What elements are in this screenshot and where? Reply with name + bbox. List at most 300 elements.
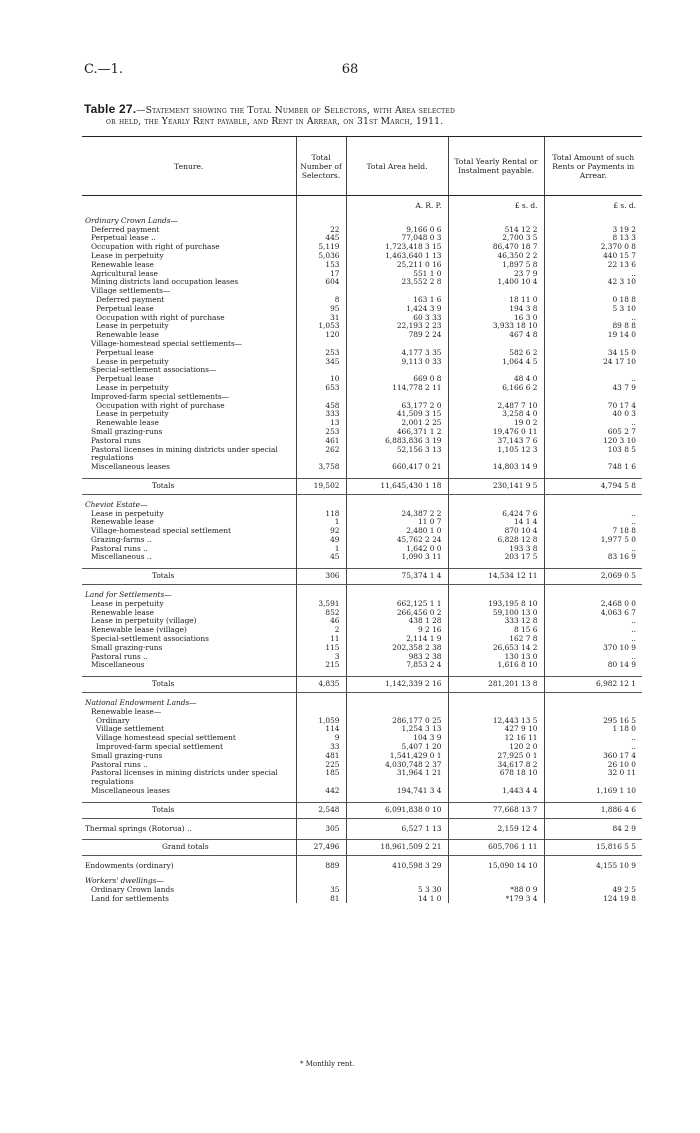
rent-cell: 1,064 4 5 bbox=[448, 358, 544, 367]
table-row bbox=[82, 402, 642, 411]
table-row bbox=[82, 322, 642, 331]
selectors-cell: 31 bbox=[296, 314, 346, 323]
selectors-cell bbox=[296, 393, 346, 402]
selectors-cell: 253 bbox=[296, 428, 346, 437]
rent-cell: 6,166 6 2 bbox=[448, 384, 544, 393]
selectors-cell: 4,835 bbox=[296, 677, 346, 693]
tenure-cell: Mining districts land occupation leases bbox=[91, 278, 239, 287]
tenure-cell: Improved-farm special settlements— bbox=[91, 392, 230, 401]
rent-cell: 427 9 10 bbox=[448, 725, 544, 734]
tenure-cell: Pastoral runs .. bbox=[91, 544, 148, 553]
arrear-cell: 120 3 10 bbox=[544, 437, 642, 446]
table-row bbox=[82, 600, 642, 609]
area-cell: 45,762 2 24 bbox=[346, 536, 448, 545]
selectors-cell bbox=[296, 708, 346, 717]
tenure-cell: Renewable lease bbox=[91, 608, 154, 617]
tenure-cell: Grazing-farms .. bbox=[91, 535, 152, 544]
table-row bbox=[82, 437, 642, 446]
selectors-cell: 9 bbox=[296, 734, 346, 743]
area-cell: 14 1 0 bbox=[346, 895, 448, 904]
col-tenure: Tenure. bbox=[82, 137, 296, 196]
selectors-cell: 442 bbox=[296, 787, 346, 796]
tenure-cell: Endowments (ordinary) bbox=[85, 862, 174, 871]
selectors-cell bbox=[296, 591, 346, 600]
area-cell: 194,741 3 4 bbox=[346, 787, 448, 796]
selectors-cell: 19,502 bbox=[296, 478, 346, 494]
section-heading-row bbox=[82, 287, 642, 296]
table-row bbox=[82, 428, 642, 437]
tenure-cell: Perpetual lease bbox=[96, 304, 154, 313]
tenure-cell: Village-homestead special settlement bbox=[91, 527, 231, 536]
section-heading-row bbox=[82, 501, 642, 510]
table-row bbox=[82, 609, 642, 618]
table-body bbox=[82, 196, 642, 904]
area-cell: 1,723,418 3 15 bbox=[346, 243, 448, 252]
rent-cell: 194 3 8 bbox=[448, 305, 544, 314]
arrear-cell: 1,977 5 0 bbox=[544, 536, 642, 545]
tenure-cell: Renewable lease (village) bbox=[91, 626, 187, 635]
area-cell: 7,853 2 4 bbox=[346, 661, 448, 670]
selectors-cell: 27,496 bbox=[296, 840, 346, 856]
rent-cell bbox=[448, 287, 544, 296]
selectors-cell: 262 bbox=[296, 446, 346, 464]
unit-area: A. R. P. bbox=[346, 202, 448, 211]
table-row bbox=[82, 725, 642, 734]
tenure-cell: Perpetual lease bbox=[96, 375, 154, 384]
rent-cell: 6,424 7 6 bbox=[448, 510, 544, 519]
tenure-cell: Lease in perpetuity bbox=[96, 383, 169, 392]
selectors-cell bbox=[296, 699, 346, 708]
area-cell: 77,048 0 3 bbox=[346, 234, 448, 243]
rent-cell: 582 6 2 bbox=[448, 349, 544, 358]
arrear-cell: 40 0 3 bbox=[544, 410, 642, 419]
selectors-cell: 604 bbox=[296, 278, 346, 287]
area-cell: 669 0 8 bbox=[346, 375, 448, 384]
arrear-cell: 24 17 10 bbox=[544, 358, 642, 367]
arrear-cell: 26 10 0 bbox=[544, 761, 642, 770]
rent-cell: 6,828 12 8 bbox=[448, 536, 544, 545]
area-cell: 9,166 0 6 bbox=[346, 226, 448, 235]
area-cell: 438 1 28 bbox=[346, 617, 448, 626]
arrear-cell: 43 7 9 bbox=[544, 384, 642, 393]
rent-cell: 2,487 7 10 bbox=[448, 402, 544, 411]
rent-cell: 48 4 0 bbox=[448, 375, 544, 384]
arrear-cell: .. bbox=[544, 375, 642, 384]
table-row bbox=[82, 419, 642, 428]
area-cell: 25,211 0 16 bbox=[346, 261, 448, 270]
tenure-cell: Pastoral runs .. bbox=[91, 652, 148, 661]
selectors-cell: 11 bbox=[296, 635, 346, 644]
arrear-cell: 1 18 0 bbox=[544, 725, 642, 734]
tenure-cell: Totals bbox=[82, 569, 296, 585]
arrear-cell: 4,155 10 9 bbox=[544, 862, 642, 871]
tenure-cell: Lease in perpetuity bbox=[96, 322, 169, 331]
area-cell: 114,778 2 11 bbox=[346, 384, 448, 393]
arrear-cell: .. bbox=[544, 419, 642, 428]
rent-cell: 281,201 13 8 bbox=[448, 677, 544, 693]
selectors-cell: 118 bbox=[296, 510, 346, 519]
rent-cell: 1,897 5 8 bbox=[448, 261, 544, 270]
rent-cell: 8 15 6 bbox=[448, 626, 544, 635]
arrear-cell: .. bbox=[544, 743, 642, 752]
table-caption: —Statement showing the Total Number of Selectors, with Area selected bbox=[136, 105, 455, 116]
arrear-cell: .. bbox=[544, 734, 642, 743]
area-cell: 9 2 16 bbox=[346, 626, 448, 635]
selectors-cell: 22 bbox=[296, 226, 346, 235]
selectors-cell: 46 bbox=[296, 617, 346, 626]
selectors-cell: 345 bbox=[296, 358, 346, 367]
area-cell: 1,463,640 1 13 bbox=[346, 252, 448, 261]
area-cell: 266,456 0 2 bbox=[346, 609, 448, 618]
rent-cell: 3,933 18 10 bbox=[448, 322, 544, 331]
area-cell: 2,001 2 25 bbox=[346, 419, 448, 428]
rent-cell bbox=[448, 877, 544, 886]
rent-cell: 162 7 8 bbox=[448, 635, 544, 644]
selectors-cell: 305 bbox=[296, 825, 346, 834]
tenure-cell: Small grazing-runs bbox=[91, 427, 163, 436]
arrear-cell: .. bbox=[544, 617, 642, 626]
arrear-cell: 6,982 12 1 bbox=[544, 677, 642, 693]
rent-cell: 130 13 0 bbox=[448, 653, 544, 662]
rent-cell: 514 12 2 bbox=[448, 226, 544, 235]
rent-cell: 120 2 0 bbox=[448, 743, 544, 752]
selectors-cell: 333 bbox=[296, 410, 346, 419]
rent-cell: 12 16 11 bbox=[448, 734, 544, 743]
arrear-cell: 360 17 4 bbox=[544, 752, 642, 761]
tenure-cell: Lease in perpetuity bbox=[96, 410, 169, 419]
table-row bbox=[82, 553, 642, 562]
rent-cell: *88 0 9 bbox=[448, 886, 544, 895]
arrear-cell: .. bbox=[544, 270, 642, 279]
table-row bbox=[82, 384, 642, 393]
table-row bbox=[82, 635, 642, 644]
arrear-cell: 49 2 5 bbox=[544, 886, 642, 895]
arrear-cell: 103 8 5 bbox=[544, 446, 642, 464]
rent-cell: 15,090 14 10 bbox=[448, 862, 544, 871]
arrear-cell: 370 10 9 bbox=[544, 644, 642, 653]
table-row bbox=[82, 769, 642, 787]
arrear-cell bbox=[544, 340, 642, 349]
table-row bbox=[82, 234, 642, 243]
tenure-cell: Occupation with right of purchase bbox=[91, 243, 220, 252]
totals-row bbox=[82, 478, 642, 494]
selectors-cell: 2 bbox=[296, 626, 346, 635]
tenure-cell: Lease in perpetuity bbox=[91, 509, 164, 518]
table-row bbox=[82, 895, 642, 904]
arrear-cell: 4,063 6 7 bbox=[544, 609, 642, 618]
area-cell: 1,254 3 13 bbox=[346, 725, 448, 734]
area-cell bbox=[346, 708, 448, 717]
tenure-cell: Thermal springs (Rotorua) .. bbox=[85, 824, 192, 833]
area-cell bbox=[346, 393, 448, 402]
page-code: C.—1. bbox=[84, 62, 124, 77]
col-rent: Total Yearly Rental or Instalment payable. bbox=[448, 137, 544, 196]
area-cell: 31,964 1 21 bbox=[346, 769, 448, 787]
section-heading-row bbox=[82, 217, 642, 226]
rent-cell: 18 11 0 bbox=[448, 296, 544, 305]
arrear-cell: 89 8 8 bbox=[544, 322, 642, 331]
arrear-cell: .. bbox=[544, 635, 642, 644]
area-cell: 41,509 3 15 bbox=[346, 410, 448, 419]
table-row bbox=[82, 226, 642, 235]
area-cell: 1,642 0 0 bbox=[346, 545, 448, 554]
section-heading-row bbox=[82, 699, 642, 708]
tenure-cell: Small grazing-runs bbox=[91, 751, 163, 760]
tenure-cell: Village-homestead special settlements— bbox=[91, 339, 243, 348]
section-heading-row bbox=[82, 366, 642, 375]
selectors-cell: 458 bbox=[296, 402, 346, 411]
arrear-cell: 34 15 0 bbox=[544, 349, 642, 358]
arrear-cell: .. bbox=[544, 518, 642, 527]
table-row bbox=[82, 743, 642, 752]
rent-cell: 26,653 14 2 bbox=[448, 644, 544, 653]
selectors-cell bbox=[296, 501, 346, 510]
selectors-cell: 13 bbox=[296, 419, 346, 428]
rent-cell bbox=[448, 699, 544, 708]
arrear-cell: 7 18 8 bbox=[544, 527, 642, 536]
tenure-cell: Pastoral runs bbox=[91, 436, 141, 445]
totals-row bbox=[82, 802, 642, 818]
area-cell: 75,374 1 4 bbox=[346, 569, 448, 585]
tenure-cell: Pastoral runs .. bbox=[91, 760, 148, 769]
rent-cell: 1,443 4 4 bbox=[448, 787, 544, 796]
selectors-cell: 92 bbox=[296, 527, 346, 536]
area-cell: 9,113 0 33 bbox=[346, 358, 448, 367]
selectors-cell: 2,548 bbox=[296, 802, 346, 818]
arrear-cell: 748 1 6 bbox=[544, 463, 642, 472]
area-cell: 22,193 2 23 bbox=[346, 322, 448, 331]
selectors-cell: 17 bbox=[296, 270, 346, 279]
rent-cell bbox=[448, 393, 544, 402]
tenure-cell: Occupation with right of purchase bbox=[96, 401, 225, 410]
rent-cell: 59,100 13 0 bbox=[448, 609, 544, 618]
tenure-cell: Perpetual lease .. bbox=[91, 234, 156, 243]
rent-cell: 23 7 9 bbox=[448, 270, 544, 279]
tenure-cell: National Endowment Lands— bbox=[85, 699, 197, 708]
selectors-cell bbox=[296, 217, 346, 226]
table-row bbox=[82, 261, 642, 270]
header-row bbox=[82, 137, 642, 196]
selectors-cell: 33 bbox=[296, 743, 346, 752]
footnote: * Monthly rent. bbox=[300, 1060, 355, 1068]
arrear-cell: 2,370 0 8 bbox=[544, 243, 642, 252]
area-cell: 18,961,509 2 21 bbox=[346, 840, 448, 856]
tenure-cell: Miscellaneous leases bbox=[91, 787, 170, 796]
rent-cell: 3,258 4 0 bbox=[448, 410, 544, 419]
area-cell: 104 3 9 bbox=[346, 734, 448, 743]
area-cell: 4,177 3 35 bbox=[346, 349, 448, 358]
table-row bbox=[82, 270, 642, 279]
selectors-cell: 653 bbox=[296, 384, 346, 393]
table-title bbox=[84, 104, 644, 127]
rent-cell: 193 3 8 bbox=[448, 545, 544, 554]
table-row bbox=[82, 661, 642, 670]
table-row bbox=[82, 653, 642, 662]
rent-cell bbox=[448, 501, 544, 510]
tenure-cell: Miscellaneous .. bbox=[91, 553, 152, 562]
tenure-cell: Agricultural lease bbox=[91, 269, 158, 278]
tenure-cell: Deferred payment bbox=[96, 295, 165, 304]
rent-cell: 14 1 4 bbox=[448, 518, 544, 527]
area-cell: 1,090 3 11 bbox=[346, 553, 448, 562]
table-row bbox=[82, 446, 642, 464]
selectors-cell: 306 bbox=[296, 569, 346, 585]
totals-row bbox=[82, 677, 642, 693]
area-cell: 6,883,836 3 19 bbox=[346, 437, 448, 446]
area-cell bbox=[346, 877, 448, 886]
rent-cell: 46,350 2 2 bbox=[448, 252, 544, 261]
arrear-cell bbox=[544, 366, 642, 375]
rent-cell: 27,925 0 1 bbox=[448, 752, 544, 761]
area-cell: 466,371 1 2 bbox=[346, 428, 448, 437]
rent-cell: *179 3 4 bbox=[448, 895, 544, 904]
area-cell: 2,114 1 9 bbox=[346, 635, 448, 644]
tenure-cell: Miscellaneous bbox=[91, 661, 145, 670]
tenure-cell: Grand totals bbox=[82, 840, 296, 856]
table-row bbox=[82, 278, 642, 287]
area-cell: 551 1 0 bbox=[346, 270, 448, 279]
selectors-table bbox=[82, 136, 642, 903]
selectors-cell: 889 bbox=[296, 862, 346, 871]
area-cell: 660,417 0 21 bbox=[346, 463, 448, 472]
area-cell: 202,358 2 38 bbox=[346, 644, 448, 653]
table-row bbox=[82, 463, 642, 472]
area-cell: 63,177 2 0 bbox=[346, 402, 448, 411]
area-cell bbox=[346, 366, 448, 375]
tenure-cell: Occupation with right of purchase bbox=[96, 313, 225, 322]
tenure-cell: Renewable lease bbox=[91, 518, 154, 527]
selectors-cell: 225 bbox=[296, 761, 346, 770]
tenure-cell: Lease in perpetuity bbox=[91, 599, 164, 608]
totals-row bbox=[82, 569, 642, 585]
tenure-cell: Renewable lease bbox=[96, 331, 159, 340]
arrear-cell: 19 14 0 bbox=[544, 331, 642, 340]
units-row bbox=[82, 202, 642, 211]
rent-cell: 1,616 8 10 bbox=[448, 661, 544, 670]
selectors-cell: 10 bbox=[296, 375, 346, 384]
arrear-cell: 3 19 2 bbox=[544, 226, 642, 235]
table-row bbox=[82, 536, 642, 545]
rent-cell: 678 18 10 bbox=[448, 769, 544, 787]
rent-cell: 14,534 12 11 bbox=[448, 569, 544, 585]
arrear-cell: 32 0 11 bbox=[544, 769, 642, 787]
area-cell: 11 0 7 bbox=[346, 518, 448, 527]
tenure-cell: Village homestead special settlement bbox=[96, 734, 236, 743]
area-cell bbox=[346, 501, 448, 510]
area-cell: 286,177 0 25 bbox=[346, 717, 448, 726]
tenure-cell: Pastoral licenses in mining districts under special regulations bbox=[91, 445, 278, 463]
table-row bbox=[82, 545, 642, 554]
selectors-cell: 852 bbox=[296, 609, 346, 618]
area-cell: 6,527 1 13 bbox=[346, 825, 448, 834]
arrear-cell: 83 16 9 bbox=[544, 553, 642, 562]
area-cell bbox=[346, 287, 448, 296]
section-heading-row bbox=[82, 340, 642, 349]
rent-cell: 605,706 1 11 bbox=[448, 840, 544, 856]
selectors-cell: 215 bbox=[296, 661, 346, 670]
table-row bbox=[82, 527, 642, 536]
tenure-cell: Ordinary bbox=[96, 716, 130, 725]
rent-cell: 77,668 13 7 bbox=[448, 802, 544, 818]
rent-cell: 2,700 3 5 bbox=[448, 234, 544, 243]
tenure-cell: Cheviot Estate— bbox=[85, 500, 148, 509]
table-row bbox=[82, 349, 642, 358]
rent-cell: 333 12 8 bbox=[448, 617, 544, 626]
table-row bbox=[82, 305, 642, 314]
area-cell: 789 2 24 bbox=[346, 331, 448, 340]
tenure-cell: Improved-farm special settlement bbox=[96, 743, 223, 752]
arrear-cell bbox=[544, 287, 642, 296]
tenure-cell: Ordinary Crown lands bbox=[91, 885, 175, 894]
selectors-cell: 115 bbox=[296, 644, 346, 653]
area-cell: 410,598 3 29 bbox=[346, 862, 448, 871]
arrear-cell bbox=[544, 501, 642, 510]
tenure-cell: Pastoral licenses in mining districts under special regulations bbox=[91, 769, 278, 787]
selectors-cell bbox=[296, 340, 346, 349]
tenure-cell: Workers' dwellings— bbox=[85, 877, 164, 885]
area-cell: 5,407 1 20 bbox=[346, 743, 448, 752]
rent-cell: 16 3 0 bbox=[448, 314, 544, 323]
rent-cell: 1,400 10 4 bbox=[448, 278, 544, 287]
arrear-cell: 605 2 7 bbox=[544, 428, 642, 437]
rent-cell: 19 0 2 bbox=[448, 419, 544, 428]
arrear-cell bbox=[544, 393, 642, 402]
tenure-cell: Perpetual lease bbox=[96, 348, 154, 357]
rent-cell: 12,443 13 5 bbox=[448, 717, 544, 726]
area-cell: 983 2 38 bbox=[346, 653, 448, 662]
arrear-cell: .. bbox=[544, 510, 642, 519]
selectors-cell: 45 bbox=[296, 553, 346, 562]
arrear-cell: .. bbox=[544, 626, 642, 635]
section-heading-row bbox=[82, 393, 642, 402]
col-arrear: Total Amount of such Rents or Payments in Arrear. bbox=[544, 137, 642, 196]
arrear-cell: 8 13 3 bbox=[544, 234, 642, 243]
arrear-cell: 80 14 9 bbox=[544, 661, 642, 670]
rent-cell: 230,141 9 5 bbox=[448, 478, 544, 494]
selectors-cell: 461 bbox=[296, 437, 346, 446]
selectors-cell bbox=[296, 287, 346, 296]
table-row bbox=[82, 252, 642, 261]
tenure-cell: Small grazing-runs bbox=[91, 643, 163, 652]
rent-cell bbox=[448, 366, 544, 375]
selectors-cell: 185 bbox=[296, 769, 346, 787]
rent-cell: 467 4 8 bbox=[448, 331, 544, 340]
selectors-cell: 1 bbox=[296, 545, 346, 554]
arrear-cell: 2,468 0 0 bbox=[544, 600, 642, 609]
tenure-cell: Land for settlements bbox=[91, 894, 169, 903]
rent-cell: 37,143 7 6 bbox=[448, 437, 544, 446]
rent-cell: 14,803 14 9 bbox=[448, 463, 544, 472]
tenure-cell: Miscellaneous leases bbox=[91, 463, 170, 472]
arrear-cell: 4,794 5 8 bbox=[544, 478, 642, 494]
tenure-cell: Land for Settlements— bbox=[85, 591, 172, 600]
tenure-cell: Renewable lease— bbox=[91, 707, 162, 716]
area-cell: 1,541,429 0 1 bbox=[346, 752, 448, 761]
arrear-cell: 1,886 4 6 bbox=[544, 802, 642, 818]
tenure-cell: Totals bbox=[82, 677, 296, 693]
rent-cell: 203 17 5 bbox=[448, 553, 544, 562]
rent-cell: 1,105 12 3 bbox=[448, 446, 544, 464]
area-cell: 24,387 2 2 bbox=[346, 510, 448, 519]
selectors-cell: 35 bbox=[296, 886, 346, 895]
arrear-cell: 15,816 5 5 bbox=[544, 840, 642, 856]
tenure-cell: Special-settlement associations bbox=[91, 635, 209, 644]
selectors-cell: 120 bbox=[296, 331, 346, 340]
arrear-cell: 440 15 7 bbox=[544, 252, 642, 261]
arrear-cell: 5 3 10 bbox=[544, 305, 642, 314]
rent-cell: 19,476 0 11 bbox=[448, 428, 544, 437]
arrear-cell bbox=[544, 217, 642, 226]
